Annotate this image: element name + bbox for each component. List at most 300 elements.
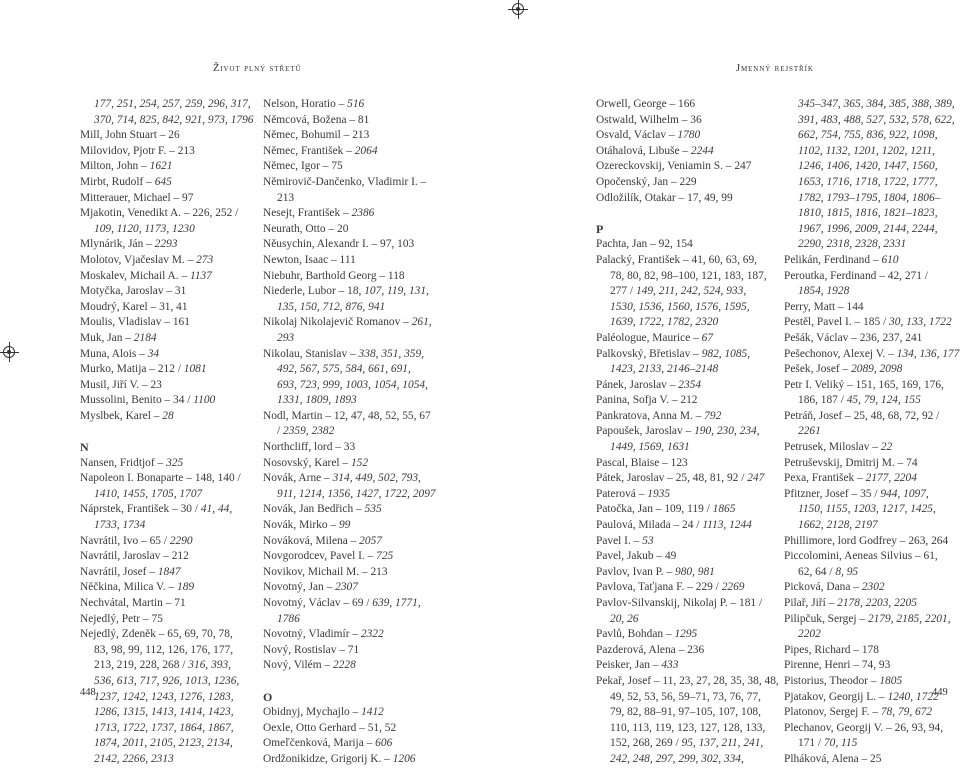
index-entry [596, 331, 794, 347]
entry-italic-refs: 1449, 1569, 1631 [610, 441, 690, 454]
entry-italic-refs: 2293 [154, 238, 178, 251]
entry-text: Omeľčenková, Marija – [263, 737, 376, 750]
entry-italic-refs: 261, [411, 316, 432, 329]
entry-text: Pilipčuk, Sergej – [784, 612, 868, 625]
entry-italic-refs: 1805 [879, 674, 903, 687]
entry-text: Novák, Jan Bedřich – [263, 503, 365, 516]
entry-text: / [277, 425, 284, 438]
entry-text: Pavlů, Bohdan – [596, 628, 675, 641]
entry-text: 49, 52, 53, 56, 59–71, 73, 76, 77, [610, 690, 761, 703]
index-entry [784, 580, 960, 596]
entry-text: 186, 187 / [798, 394, 847, 407]
entry-italic-refs: 1423, 2133, 2146–2148 [610, 363, 719, 376]
registration-dot-icon [516, 7, 520, 11]
entry-text: Plechanov, Georgij V. – 26, 93, 94, [784, 721, 944, 734]
entry-text: Peroutka, Ferdinand – 42, 271 / [784, 269, 928, 282]
entry-text: 62, 64 / [798, 565, 836, 578]
index-entry [784, 300, 960, 316]
entry-text: Nejedlý, Zdeněk – 65, 69, 70, 78, [80, 628, 233, 641]
entry-text: Mill, John Stuart – 26 [80, 129, 180, 142]
entry-text: Motyčka, Jaroslav – 31 [80, 285, 187, 298]
index-entry [80, 159, 258, 175]
entry-italic-refs: 134, 136, 177 [896, 347, 960, 360]
index-entry [784, 752, 960, 768]
entry-italic-refs: 1237, 1242, 1243, 1276, 1283, [94, 690, 234, 703]
entry-italic-refs: 41, 44, [200, 503, 233, 516]
index-entry [80, 97, 258, 113]
index-entry [80, 643, 258, 659]
index-entry [784, 237, 960, 253]
index-entry [80, 534, 258, 550]
entry-text: Nikolaj Nikolajevič Romanov – [263, 316, 412, 329]
entry-italic-refs: 2179, 2185, 2201, [867, 612, 951, 625]
entry-italic-refs: 391, 483, 488, 527, 532, 578, 622, [798, 113, 955, 126]
entry-text: Palkovský, Břetislav – [596, 347, 702, 360]
index-entry [80, 471, 258, 487]
index-entry [784, 284, 960, 300]
index-entry [80, 237, 258, 253]
entry-text: Myslbek, Karel – [80, 409, 163, 422]
index-column-4 [784, 97, 960, 768]
entry-text: Otáhalová, Libuše – [596, 144, 691, 157]
index-entry [784, 347, 960, 363]
entry-text: Němec, Bohumil – 213 [263, 129, 370, 142]
index-entry [80, 752, 258, 768]
index-entry [784, 658, 960, 674]
entry-text: 79, 82, 88–91, 97–105, 107, 108, [610, 706, 761, 719]
entry-text: Pexa, František – [784, 472, 866, 485]
registration-mark-top [512, 3, 524, 15]
index-entry [80, 658, 258, 674]
index-entry [263, 191, 465, 207]
index-entry [784, 409, 960, 425]
index-entry [784, 471, 960, 487]
entry-italic-refs: 45, 79, 124, 155 [846, 394, 921, 407]
entry-italic-refs: 1653, 1716, 1718, 1722, 1777, [798, 175, 938, 188]
entry-italic-refs: 911, 1214, 1356, 1427, 1722, 2097 [277, 487, 436, 500]
index-entry [784, 736, 960, 752]
index-entry [263, 206, 465, 222]
entry-text: Milton, John – [80, 160, 150, 173]
entry-italic-refs: 30, 133, 1722 [889, 316, 952, 329]
entry-italic-refs: 67 [701, 331, 714, 344]
index-entry [263, 518, 465, 534]
index-entry [596, 300, 794, 316]
index-entry [784, 159, 960, 175]
entry-italic-refs: 1150, 1155, 1203, 1217, 1425, [798, 503, 936, 516]
entry-text: Musil, Jiří V. – 23 [80, 378, 162, 391]
index-entry [80, 565, 258, 581]
index-entry [80, 378, 258, 394]
index-entry [263, 705, 465, 721]
entry-text: Napoleon I. Bonaparte – 148, 140 / [80, 472, 241, 485]
index-entry [596, 502, 794, 518]
entry-text: Moskalev, Michail A. – [80, 269, 190, 282]
entry-italic-refs: 1530, 1536, 1560, 1576, 1595, [610, 300, 750, 313]
entry-italic-refs: 944, 1097, [880, 487, 929, 500]
entry-italic-refs: 2142, 2266, 2313 [94, 752, 174, 765]
entry-text: Navrátil, Josef – [80, 565, 158, 578]
index-entry [263, 144, 465, 160]
index-entry [80, 175, 258, 191]
entry-italic-refs: 314, 449, 502, 793, [332, 472, 421, 485]
index-entry [784, 331, 960, 347]
index-entry [596, 424, 794, 440]
entry-italic-refs: 1733, 1734 [94, 519, 146, 532]
index-entry [596, 97, 794, 113]
entry-text: Pazderová, Alena – 236 [596, 643, 705, 656]
index-entry [80, 222, 258, 238]
index-entry [784, 393, 960, 409]
entry-italic-refs: 725 [376, 550, 394, 563]
index-entry [784, 424, 960, 440]
index-entry [596, 643, 794, 659]
entry-italic-refs: 2261 [798, 425, 821, 438]
entry-italic-refs: 95, 137, 211, 241, [681, 737, 764, 750]
index-entry [784, 191, 960, 207]
entry-text: Petr I. Veliký – 151, 165, 169, 176, [784, 378, 944, 391]
entry-text: Obidnyj, Mychajlo – [263, 706, 362, 719]
index-entry [80, 347, 258, 363]
entry-italic-refs: 2354 [678, 378, 702, 391]
index-entry [80, 206, 258, 222]
entry-italic-refs: 792 [704, 409, 722, 422]
index-entry [263, 237, 465, 253]
index-entry [80, 331, 258, 347]
index-entry [80, 253, 258, 269]
entry-text: Mjakotin, Venedikt A. – 226, 252 / [80, 207, 239, 220]
left-running-head: Život plný střetů [213, 63, 302, 74]
entry-italic-refs: 1967, 1996, 2009, 2144, 2244, [798, 222, 938, 235]
entry-text: Paléologue, Maurice – [596, 331, 702, 344]
entry-italic-refs: 1854, 1928 [798, 285, 850, 298]
entry-italic-refs: 2307 [335, 581, 358, 594]
entry-italic-refs: 1621 [149, 160, 173, 173]
entry-text: Němcová, Božena – 81 [263, 113, 370, 126]
index-entry [596, 144, 794, 160]
index-entry [784, 456, 960, 472]
entry-text: Odložilík, Otakar – 17, 49, 99 [596, 191, 733, 204]
index-entry [80, 721, 258, 737]
index-entry [263, 471, 465, 487]
index-entry [596, 612, 794, 628]
index-entry [784, 565, 960, 581]
index-letter-heading [596, 222, 794, 238]
index-entry [784, 721, 960, 737]
entry-italic-refs: 1295 [674, 628, 698, 641]
entry-text: Pipes, Richard – 178 [784, 643, 879, 656]
entry-text: Northcliff, lord – 33 [263, 441, 356, 454]
index-entry [263, 487, 465, 503]
index-entry [596, 596, 794, 612]
entry-text: Orwell, George – 166 [596, 98, 696, 110]
entry-text: Mlynárik, Ján – [80, 238, 155, 251]
entry-text: 83, 98, 99, 112, 126, 176, 177, [94, 643, 234, 656]
entry-text: Pelikán, Ferdinand – [784, 253, 882, 266]
index-entry [80, 113, 258, 129]
index-entry [263, 128, 465, 144]
entry-text: Pešák, Václav – 236, 237, 241 [784, 331, 923, 344]
index-letter-heading [263, 690, 465, 706]
entry-italic-refs: 109, 1120, 1173, 1230 [94, 222, 195, 235]
index-entry [784, 206, 960, 222]
index-entry [263, 315, 465, 331]
entry-italic-refs: 273 [196, 253, 214, 266]
index-entry [80, 580, 258, 596]
index-entry [263, 612, 465, 628]
index-entry [596, 690, 794, 706]
index-entry [263, 658, 465, 674]
entry-italic-refs: 135, 150, 712, 876, 941 [277, 300, 386, 313]
index-entry [80, 284, 258, 300]
entry-italic-refs: 1410, 1455, 1705, 1707 [94, 487, 203, 500]
index-entry [596, 409, 794, 425]
index-entry [596, 237, 794, 253]
entry-italic-refs: 1206 [392, 752, 416, 765]
entry-text: Petráň, Josef – 25, 48, 68, 72, 92 / [784, 409, 940, 422]
index-entry [784, 612, 960, 628]
entry-italic-refs: 1780 [677, 129, 701, 142]
entry-text: Pavlov-Silvanskij, Nikolaj P. – 181 / [596, 597, 763, 609]
left-page-number: 448 [80, 687, 96, 698]
right-running-head: Jmenný rejstřík [736, 63, 814, 74]
entry-text: Nechvátal, Martin – 71 [80, 597, 186, 609]
index-entry [596, 565, 794, 581]
entry-text: P [596, 221, 604, 236]
entry-text: Pavel, Jakub – 49 [596, 550, 677, 563]
entry-text: Ozereckovskij, Veniamin S. – 247 [596, 160, 752, 173]
entry-text: Paterová – [596, 487, 648, 500]
entry-italic-refs: 606 [375, 737, 393, 750]
entry-text: Panina, Sofja V. – 212 [596, 394, 698, 407]
entry-italic-refs: 152 [350, 456, 369, 469]
entry-italic-refs: 645 [154, 175, 172, 188]
entry-text: Picková, Dana – [784, 581, 862, 594]
index-entry [263, 440, 465, 456]
index-entry [596, 191, 794, 207]
entry-text: Niederle, Lubor – 18, [263, 285, 365, 298]
entry-italic-refs: 1102, 1132, 1201, 1202, 1211, [798, 144, 935, 157]
index-entry [596, 347, 794, 363]
entry-text: Novotný, Vladimír – [263, 628, 361, 641]
entry-italic-refs: 2322 [360, 628, 384, 641]
index-entry [784, 440, 960, 456]
entry-text: Pavlova, Taťjana F. – 229 / [596, 581, 722, 594]
index-entry [80, 191, 258, 207]
index-entry [80, 690, 258, 706]
entry-text: Pachta, Jan – 92, 154 [596, 238, 693, 251]
entry-text: Nelson, Horatio – [263, 98, 348, 110]
entry-text: Osvald, Václav – [596, 129, 678, 142]
index-entry [263, 534, 465, 550]
index-entry [784, 253, 960, 269]
index-entry [263, 549, 465, 565]
entry-text: Muna, Alois – [80, 347, 148, 360]
entry-italic-refs: 316, 393, [188, 659, 232, 672]
index-entry [784, 705, 960, 721]
entry-italic-refs: 28 [162, 409, 174, 422]
entry-italic-refs: 492, 567, 575, 584, 661, 691, [277, 363, 411, 376]
entry-text: Pekař, Josef – 11, 23, 27, 28, 35, 38, 48, [596, 674, 779, 687]
index-spacer [80, 424, 258, 440]
entry-italic-refs: 2064 [354, 144, 378, 157]
entry-italic-refs: 982, 1085, [701, 347, 751, 360]
index-entry [263, 456, 465, 472]
entry-italic-refs: 1713, 1722, 1737, 1864, 1867, [94, 721, 234, 734]
entry-italic-refs: 2302 [861, 581, 885, 594]
index-spacer [596, 206, 794, 222]
entry-text: Nováková, Milena – [263, 534, 360, 547]
entry-text: Patočka, Jan – 109, 119 / [596, 503, 713, 516]
entry-text: Paulová, Milada – 24 / [596, 519, 703, 532]
entry-italic-refs: 189 [177, 581, 195, 594]
entry-text: Mitterauer, Michael – 97 [80, 191, 194, 204]
index-entry [784, 128, 960, 144]
index-entry [784, 144, 960, 160]
index-entry [263, 269, 465, 285]
index-entry [263, 393, 465, 409]
index-entry [596, 674, 794, 690]
entry-text: Nový, Rostislav – 71 [263, 643, 360, 656]
entry-italic-refs: 2177, 2204 [865, 472, 917, 485]
entry-italic-refs: 107, 119, 131, [364, 285, 429, 298]
entry-text: Oexle, Otto Gerhard – 51, 52 [263, 721, 397, 734]
index-entry [596, 253, 794, 269]
entry-text: Něusychin, Alexandr I. – 97, 103 [263, 238, 415, 251]
entry-italic-refs: 1331, 1809, 1893 [277, 394, 357, 407]
entry-text: Nansen, Fridtjof – [80, 456, 167, 469]
entry-text: Novotný, Jan – [263, 581, 336, 594]
index-entry [263, 362, 465, 378]
entry-text: Navrátil, Ivo – 65 / [80, 534, 170, 547]
entry-text: 277 / [610, 285, 636, 298]
index-entry [596, 175, 794, 191]
entry-text: 152, 268, 269 / [610, 737, 682, 750]
entry-text: Pešechonov, Alexej V. – [784, 347, 897, 360]
index-entry [596, 549, 794, 565]
entry-text: Novgorodcev, Pavel I. – [263, 550, 377, 563]
entry-italic-refs: 325 [166, 456, 184, 469]
entry-text: Pfitzner, Josef – 35 / [784, 487, 881, 500]
entry-italic-refs: 1412 [361, 706, 384, 719]
index-entry [596, 315, 794, 331]
index-entry [80, 362, 258, 378]
entry-italic-refs: 293 [277, 331, 295, 344]
entry-italic-refs: 1874, 2011, 2105, 2123, 2134, [94, 737, 233, 750]
index-entry [596, 487, 794, 503]
index-entry [263, 721, 465, 737]
index-entry [263, 596, 465, 612]
index-entry [596, 627, 794, 643]
entry-text: Navrátil, Jaroslav – 212 [80, 550, 189, 563]
index-entry [80, 487, 258, 503]
index-entry [784, 378, 960, 394]
entry-italic-refs: 1100 [193, 394, 216, 407]
registration-mark-left [3, 346, 15, 358]
entry-italic-refs: 2386 [351, 207, 375, 220]
index-entry [263, 643, 465, 659]
index-entry [263, 222, 465, 238]
index-entry [784, 222, 960, 238]
entry-text: Nejedlý, Petr – 75 [80, 612, 163, 625]
entry-italic-refs: 1240, 1722 [887, 690, 939, 703]
entry-italic-refs: 1865 [712, 503, 736, 516]
entry-italic-refs: 2269 [721, 581, 745, 594]
entry-italic-refs: 99 [338, 519, 351, 532]
index-entry [263, 300, 465, 316]
index-entry [80, 315, 258, 331]
entry-text: Novák, Mirko – [263, 519, 339, 532]
entry-text: 213 [277, 191, 295, 204]
entry-text: Němirovič-Dančenko, Vladimir I. – [263, 175, 427, 188]
entry-text: Pavel I. – [596, 534, 643, 547]
entry-text: Pavlov, Ivan P. – [596, 565, 675, 578]
index-entry [80, 269, 258, 285]
entry-text: Plháková, Alena – 25 [784, 752, 882, 765]
index-entry [596, 362, 794, 378]
entry-italic-refs: 190, 230, 234, [694, 425, 760, 438]
entry-italic-refs: 1935 [647, 487, 671, 500]
entry-text: Nesejt, František – [263, 207, 352, 220]
index-entry [784, 175, 960, 191]
entry-text: Pirenne, Henri – 74, 93 [784, 659, 891, 672]
entry-text: Newton, Isaac – 111 [263, 253, 356, 266]
entry-italic-refs: 22 [880, 441, 893, 454]
index-letter-heading [80, 440, 258, 456]
index-entry [80, 736, 258, 752]
index-entry [263, 409, 465, 425]
entry-text: Moudrý, Karel – 31, 41 [80, 300, 188, 313]
index-entry [784, 502, 960, 518]
entry-text: Nodl, Martin – 12, 47, 48, 52, 55, 67 [263, 409, 431, 422]
right-page-number: 449 [932, 687, 948, 698]
index-entry [784, 487, 960, 503]
entry-text: Opočenský, Jan – 229 [596, 175, 697, 188]
entry-italic-refs: 2228 [332, 659, 356, 672]
entry-text: Niebuhr, Barthold Georg – 118 [263, 269, 405, 282]
entry-italic-refs: 980, 981 [675, 565, 715, 578]
index-entry [80, 549, 258, 565]
index-entry [80, 409, 258, 425]
index-entry [784, 269, 960, 285]
entry-text: Pankratova, Anna M. – [596, 409, 705, 422]
index-entry [263, 736, 465, 752]
entry-italic-refs: 345–347, 365, 384, 385, 388, 389, [798, 98, 955, 110]
entry-italic-refs: 177, 251, 254, 257, 259, 296, 317, [94, 98, 251, 110]
index-entry [80, 393, 258, 409]
entry-italic-refs: 338, 351, 359, [358, 347, 425, 360]
entry-text: Novák, Arne – [263, 472, 333, 485]
index-entry [596, 721, 794, 737]
entry-text: Náprstek, František – 30 / [80, 503, 201, 516]
entry-text: Phillimore, lord Godfrey – 263, 264 [784, 534, 949, 547]
index-entry [784, 518, 960, 534]
registration-dot-icon [7, 350, 11, 354]
entry-text: Petruševskij, Dmitrij M. – 74 [784, 456, 918, 469]
index-entry [596, 269, 794, 285]
index-entry [263, 331, 465, 347]
entry-italic-refs: 2290 [169, 534, 193, 547]
entry-text: 110, 113, 119, 123, 127, 128, 133, [610, 721, 766, 734]
index-entry [596, 580, 794, 596]
index-entry [596, 471, 794, 487]
entry-italic-refs: 2178, 2203, 2205 [837, 597, 917, 609]
entry-italic-refs: 8, 95 [835, 565, 859, 578]
entry-italic-refs: 536, 613, 717, 926, 1013, 1236, [94, 674, 240, 687]
entry-italic-refs: 242, 248, 297, 299, 302, 334, [610, 752, 744, 765]
index-entry [263, 97, 465, 113]
entry-text: Pascal, Blaise – 123 [596, 456, 688, 469]
